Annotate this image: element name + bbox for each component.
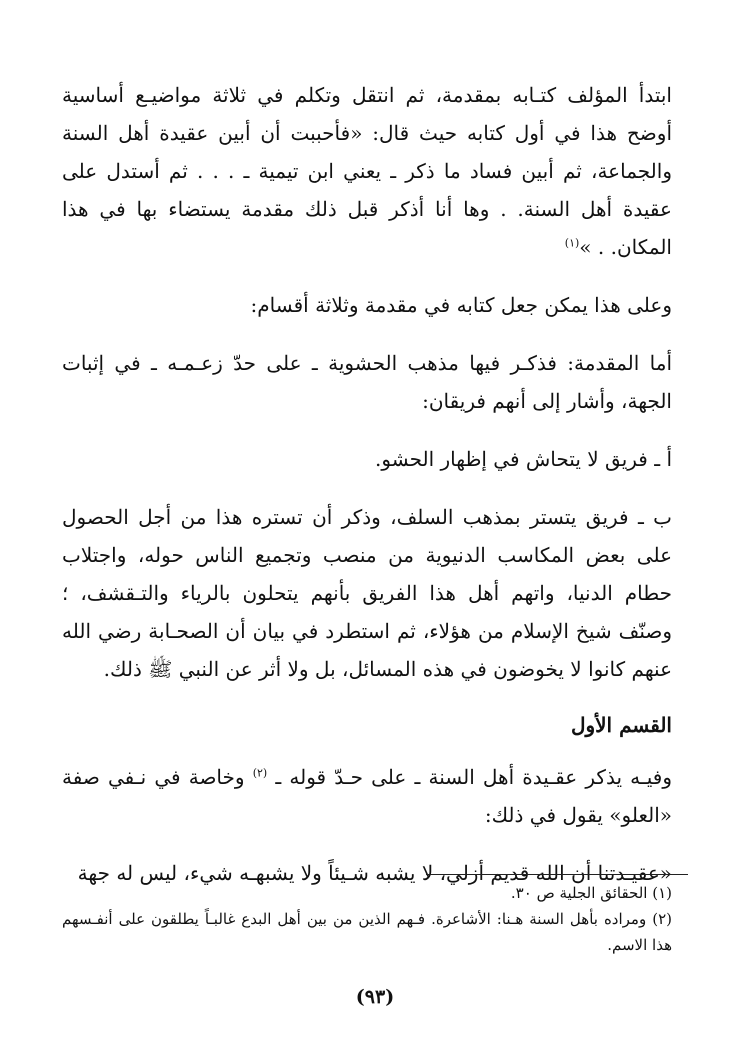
paragraph-intro	[62, 76, 672, 266]
paragraph-intro-text: ابتدأ المؤلف كتـابه بمقدمة، ثم انتقل وتكلم في ثلاثة مواضيـع أساسية أوضح هذا في أول كتابه حيث قال: «فأحببت أن أبين عقيدة أهل السنة والجماعة، ثم أبين فساد ما ذكر ـ يعني ابن تيمية ـ . . . ثم أستدل على عقيدة أهل السنة. . وها أنا أذكر قبل ذلك مقدمة يستضاء بها في هذا المكان. . »	[62, 83, 672, 259]
section-heading: القسم الأول	[570, 713, 672, 737]
paragraph-group-b: ب ـ فريق يتستر بمذهب السلف، وذكر أن تستره هذا من أجل الحصول على بعض المكاسب الدنيوية من منصب وتجميع الناس حوله، واجتلاب حطام الدنيا، واتهم أهل هذا الفريق بأنهم يتحلون بالرياء والتـقشف، ؛ وصنّف شيخ الإسلام من هؤلاء، ثم استطرد في بيان أن الصحـابة رضي الله عنهم كانوا لا يخوضون في هذه المسائل، بل ولا أثر عن النبي ﷺ ذلك.	[62, 505, 672, 681]
footnote-1: (١) الحقائق الجلية ص ٣٠.	[510, 884, 672, 902]
page-number: (٩٣)	[355, 986, 395, 1008]
paragraph-introduction-summary: أما المقدمة: فذكـر فيها مذهب الحشوية ـ على حدّ زعـمـه ـ في إثبات الجهة، وأشار إلى أنهم فريقان:	[62, 351, 672, 413]
paragraph-section-one-end: وخاصة في نـفي صفة «العلو» يقول في ذلك:	[62, 765, 672, 827]
footnote-ref-2: (٢)	[252, 766, 268, 780]
paragraph-division: وعلى هذا يمكن جعل كتابه في مقدمة وثلاثة أقسام:	[250, 293, 672, 317]
footnote-2: (٢) ومراده بأهل السنة هـنا: الأشاعرة. فـهم الذين من بين أهل البدع غالبـاً يطلقون على أنفـسهم هذا الاسم.	[62, 910, 672, 954]
footnote-divider	[426, 874, 688, 875]
paragraph-quote: «عقيـدتنا أن الله قديم أزلي، لا يشبه شـيئاً ولا يشبهـه شيء، ليس له جهة	[77, 861, 672, 885]
paragraph-section-one-start: وفيـه يذكر عقـيدة أهل السنة ـ على حـدّ قوله ـ	[275, 765, 672, 789]
paragraph-section-one	[62, 758, 672, 834]
page-body	[62, 76, 672, 912]
footnote-ref-1: (١)	[564, 236, 580, 250]
paragraph-group-a: أ ـ فريق لا يتحاش في إظهار الحشو.	[375, 447, 672, 471]
footnotes	[62, 880, 672, 958]
